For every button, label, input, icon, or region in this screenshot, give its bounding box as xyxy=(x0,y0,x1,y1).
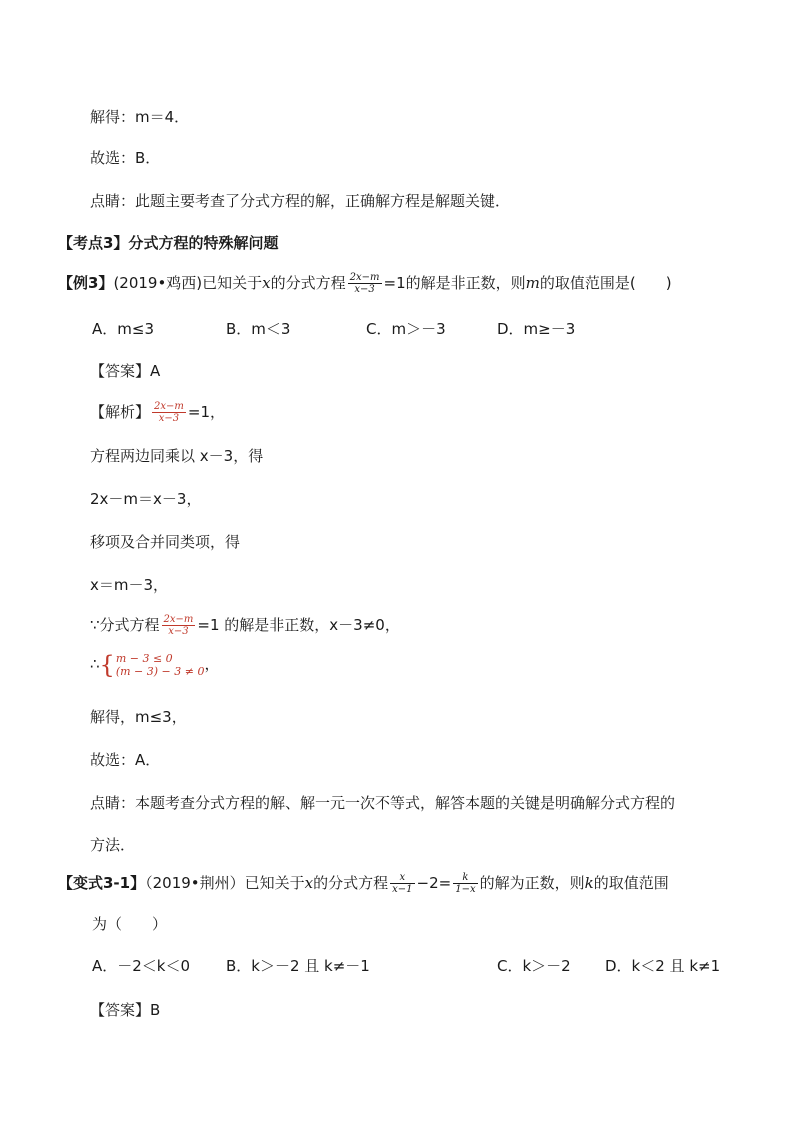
system-row-2: (m − 3) − 3 ≠ 0 xyxy=(115,664,205,678)
var-m: m xyxy=(525,274,540,292)
example-text-b: 的分式方程 xyxy=(270,274,346,292)
variant-option-a: A．－2＜k＜0 xyxy=(92,957,191,975)
inequality-system xyxy=(116,652,205,678)
variant-option-d: D．k＜2 且 k≠1 xyxy=(605,957,721,975)
variant-option-c: C．k＞－2 xyxy=(497,957,571,975)
remark-line-1: 点睛：此题主要考查了分式方程的解，正确解方程是解题关键． xyxy=(90,192,511,210)
therefore-symbol: ∴ xyxy=(90,655,100,673)
step-5 xyxy=(90,614,400,637)
fraction-x-over-x-1: $\frac{x}{x-1}$ xyxy=(392,872,413,895)
variant-label: 【变式3-1】 xyxy=(58,874,146,892)
variant-text-c: −2= xyxy=(416,874,452,892)
example-3-question xyxy=(58,272,672,295)
variant-text-d: 的解为正数，则 xyxy=(479,874,585,892)
step-3: 移项及合并同类项，得 xyxy=(90,533,241,551)
step-7: 解得，m≤3， xyxy=(90,708,187,726)
choice-line-1: 故选：B． xyxy=(90,149,161,167)
step-4: x＝m－3， xyxy=(90,576,169,594)
analysis-line xyxy=(90,401,225,424)
variant-3-1-question xyxy=(58,872,669,895)
example-text-c: =1的解是非正数，则 xyxy=(383,274,526,292)
note-line-2: 方法． xyxy=(90,836,136,854)
analysis-label: 【解析】 xyxy=(90,403,151,421)
fraction-k-over-1-x: $\frac{k}{1-x}$ xyxy=(455,872,476,895)
option-c: C．m＞－3 xyxy=(366,320,446,338)
step-8: 故选：A． xyxy=(90,751,161,769)
variant-text-b: 的分式方程 xyxy=(313,874,389,892)
example-text-a: (2019•鸡西)已知关于 xyxy=(113,274,263,292)
analysis-tail: =1， xyxy=(187,403,226,421)
var-k: k xyxy=(584,874,594,892)
variant-option-b: B．k＞－2 且 k≠－1 xyxy=(226,957,370,975)
step-5-a: ∵分式方程 xyxy=(90,616,160,634)
step-5-b: =1 的解是非正数，x－3≠0， xyxy=(197,616,400,634)
solution-line-1: 解得：m＝4． xyxy=(90,108,190,126)
fraction-red-step5: $\frac{2x-m}{x-3}$ xyxy=(163,614,194,637)
fraction-2x-m-over-x-3: $\frac{2x-m}{x-3}$ xyxy=(349,272,380,295)
variant-text-a: （2019•荆州）已知关于 xyxy=(145,874,305,892)
step-1: 方程两边同乘以 x－3，得 xyxy=(90,447,264,465)
option-a: A．m≤3 xyxy=(92,320,154,338)
answer-label: 【答案】A xyxy=(90,362,161,380)
system-brace: { xyxy=(99,650,115,679)
option-d: D．m≥－3 xyxy=(497,320,576,338)
var-x-2: x xyxy=(304,874,314,892)
section-heading: 【考点3】分式方程的特殊解问题 xyxy=(58,234,279,252)
var-x: x xyxy=(262,274,271,292)
note-line-1: 点睛：本题考查分式方程的解、解一元一次不等式，解答本题的关键是明确解分式方程的 xyxy=(90,794,676,812)
variant-text-e: 的取值范围 xyxy=(593,874,669,892)
example-label: 【例3】 xyxy=(58,274,114,292)
variant-line-2: 为（ ） xyxy=(92,915,168,933)
option-b: B．m＜3 xyxy=(226,320,291,338)
system-row-1: m − 3 ≤ 0 xyxy=(115,651,173,665)
step-2: 2x－m＝x－3， xyxy=(90,490,202,508)
answer-label-2: 【答案】B xyxy=(90,1001,161,1019)
fraction-red-2x-m-over-x-3: $\frac{2x-m}{x-3}$ xyxy=(154,401,184,424)
step-6-suffix: ， xyxy=(204,655,220,673)
step-6-system xyxy=(90,650,219,678)
example-text-d: 的取值范围是( ) xyxy=(539,274,672,292)
